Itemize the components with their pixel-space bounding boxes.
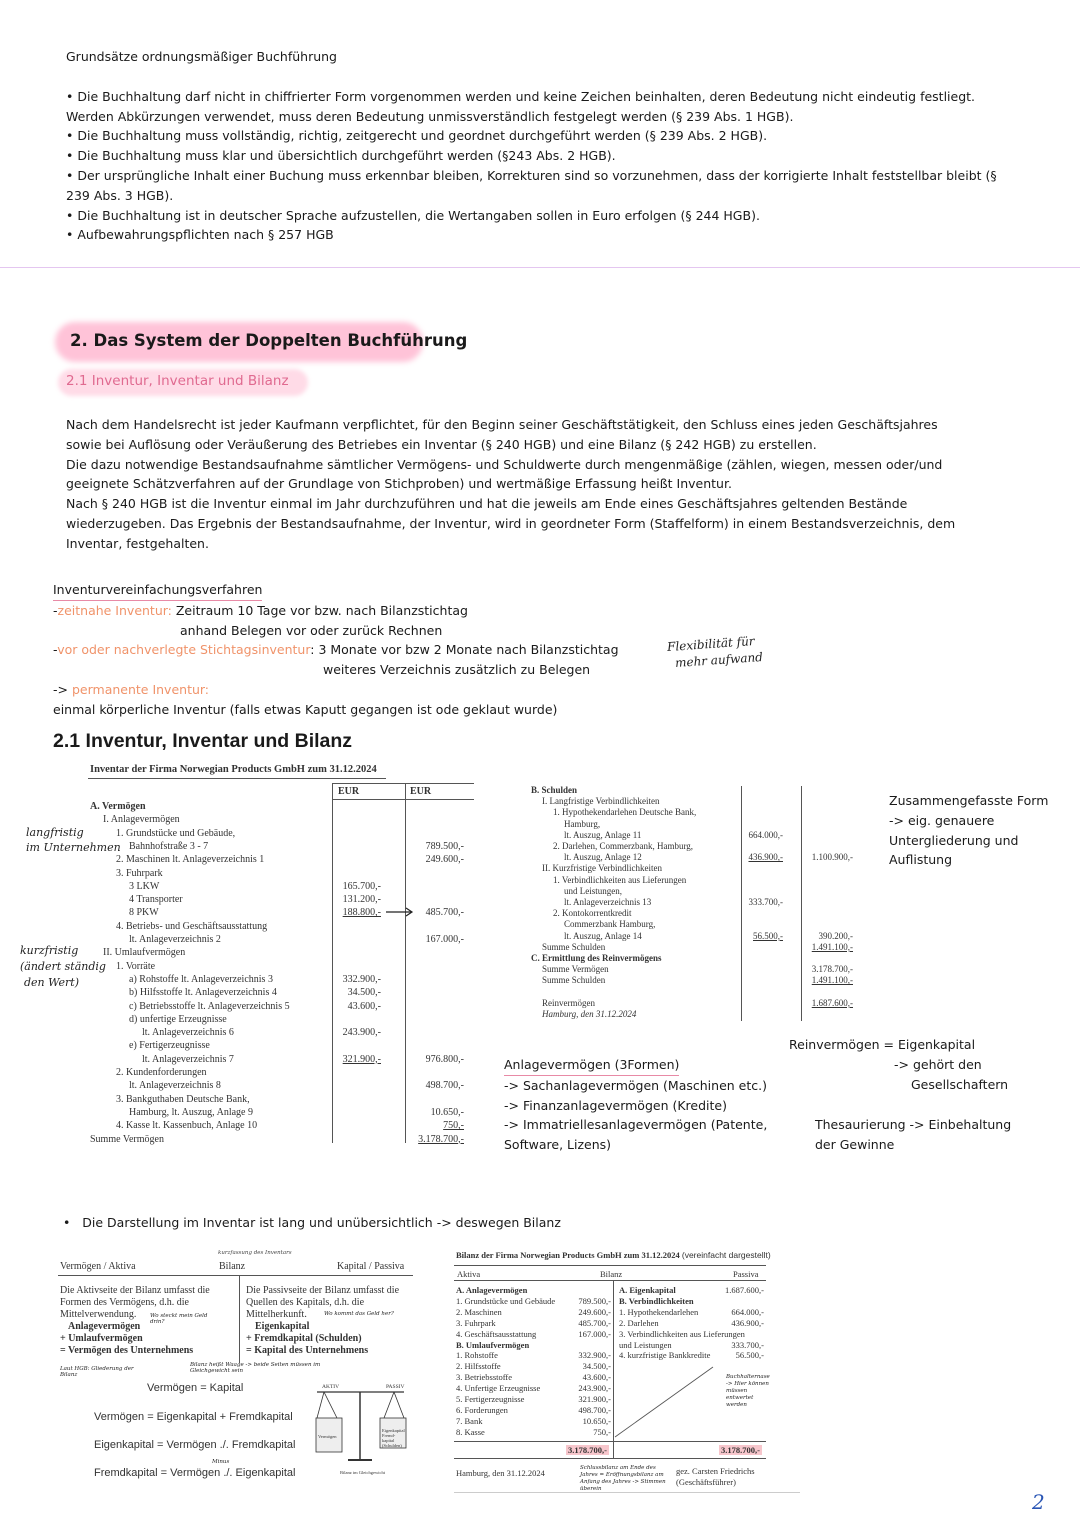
inventar-row-total: 976.800,- (425, 1053, 464, 1065)
schulden-row-label: 1. Hypothekendarlehen Deutsche Bank, (553, 807, 697, 818)
bilanz-aktiva-label: 8. Kasse (456, 1426, 485, 1437)
bilanz-aktiva-label: 4. Unfertige Erzeugnisse (456, 1383, 541, 1394)
inventar-row-label: lt. Anlageverzeichnis 2 (129, 934, 221, 945)
inventar-row-value: 43.600,- (347, 1000, 381, 1012)
inventar-row-label: Hamburg, lt. Auszug, Anlage 9 (129, 1106, 253, 1118)
gob-bullet: • Die Buchhaltung muss klar und übersichtlich durchgeführt werden (§243 Abs. 2 HGB). (66, 148, 616, 164)
inventar-row-label: c) Betriebsstoffe lt. Anlageverzeichnis 5 (129, 1000, 290, 1012)
arrow-icon (384, 905, 416, 919)
schulden-row-label: B. Schulden (531, 785, 578, 795)
inventar-row-label: a) Rohstoffe lt. Anlageverzeichnis 3 (129, 973, 273, 985)
bilanz-aktiva-label: 3. Betriebsstoffe (456, 1372, 513, 1383)
bilanz-aktiva-value: 43.600,- (582, 1372, 611, 1383)
bilanz-aktiva-label: 6. Forderungen (456, 1404, 508, 1415)
inventar-row-label: A. Vermögen (90, 801, 146, 812)
zusammengefasst-note: Zusammengefasste Form -> eig. genauere Untergliederung und Auflistung (889, 793, 1049, 868)
schulden-row-label: lt. Auszug, Anlage 14 (564, 930, 642, 941)
bilanz-aktiva-value: 332.900,- (578, 1350, 611, 1361)
inventar-row-total: 789.500,- (425, 840, 464, 852)
inventar-row-value: 131.200,- (342, 894, 381, 906)
hand-den-wert: den Wert) (24, 976, 80, 989)
schulden-row-label: 2. Darlehen, Commerzbank, Hamburg, (553, 841, 694, 851)
bilanz-aktiva-value: 789.500,- (578, 1295, 611, 1306)
gob-bullet: • Die Buchhaltung darf nicht in chiffrierter Form vorgenommen werden und keine Zeichen beinhalten, deren Bedeutung nicht eindeutig festliegt. (66, 88, 976, 104)
gob-bullet: • Aufbewahrungspflichten nach § 257 HGB (66, 227, 334, 243)
inventar-row-total: 750,- (443, 1120, 464, 1132)
bilanz-passiva-value: 436.900,- (731, 1317, 764, 1328)
inventar-row-label: e) Fertigerzeugnisse (129, 1040, 210, 1052)
bilanz-aktiva-value: 485.700,- (578, 1317, 611, 1328)
schulden-row-total: 1.100.900,- (811, 852, 853, 863)
schulden-row-label: Commerzbank Hamburg, (564, 919, 656, 930)
inventar-row-label: 4. Kasse lt. Kassenbuch, Anlage 10 (116, 1120, 258, 1132)
hand-note-flex: Flexibilität für (666, 633, 755, 655)
gob-bullet-cont: Werden Abkürzungen verwendet, muss deren Bedeutung unmissverständlich festgelegt werden (§ 239 Abs. 1 HGB). (66, 108, 794, 124)
schulden-row-label: lt. Anlageverzeichnis 13 (564, 897, 652, 907)
anlagevermoegen-note: Anlagevermögen (3Formen) -> Sachanlagevermögen (Maschinen etc.) -> Finanzanlagevermögen (Kredite) -> Immatriellesanlagevermögen (Patente, Software, Lizens) (504, 1057, 768, 1153)
bilanz-aktiva-label: 2. Hilfsstoffe (456, 1361, 501, 1372)
bilanz-aktiva-label: 5. Fertigerzeugnisse (456, 1394, 525, 1404)
vereinfachung-block: Inventurvereinfachungsverfahren -zeitnahe Inventur: Zeitraum 10 Tage vor bzw. nach Bilanzstichtag anhand Belegen vor oder zurück Rechnen -vor oder nachverlegte Stichtagsinventur: 3 Monate vor bzw 2 Monate nach Bilanzstichtag weiteres Verzeichnis zusätzlich zu Belegen -> permanente Inventur: einmal körperliche Inventur (falls etwas Kaputt gegangen ist ode geklaut wurde) (53, 582, 619, 717)
bilanz-passiva-label: B. Verbindlichkeiten (619, 1295, 694, 1306)
schulden-row-label: Summe Schulden (542, 975, 606, 986)
inventar-row-label: 8 PKW (129, 907, 159, 919)
inventur-paragraph: Nach dem Handelsrecht ist jeder Kaufmann verpflichtet, für den Beginn seiner Geschäftstätigkeit, den Schluss eines jeden Geschäftsjahres sowie bei Auflösung oder Veräußerung des Betriebes ein Inventar (§ 240 HGB) und eine Bilanz (§ 242 HGB) zu erstellen. Die dazu notwendige Bestandsaufnahme sämtlicher Vermögens- und Schuldwerte durch mengenmäßige (zählen, wiegen, messen oder/und geeignete Schätzverfahren auf der Grundlage von Stichproben) und wertmäßige Erfassung heißt Inventur. Nach § 240 HGB ist die Inventur einmal im Jahr durchzuführen und hat die jeweils am Ende eines Geschäftsjahres geltenden Bestände wiederzugeben. Das Ergebnis der Bestandsaufnahme, der Inventur, wird in geordneter Form (Staffelform) in einem Bestandsverzeichnis, dem Inventar, festgehalten. (66, 417, 956, 551)
inventar-row-label: 2. Kundenforderungen (116, 1067, 207, 1078)
inventar-row-label: 1. Grundstücke und Gebäude, (116, 827, 236, 839)
schulden-row-label: lt. Auszug, Anlage 11 (564, 829, 642, 840)
page-number: 2 (1032, 1490, 1045, 1514)
bilanz-aktiva-label: A. Anlagevermögen (456, 1285, 528, 1295)
schulden-row-value: 56.500,- (753, 930, 783, 941)
bilanz-aktiva-label: 3. Fuhrpark (456, 1317, 496, 1328)
bilanz-aktiva-label: B. Umlaufvermögen (456, 1339, 530, 1350)
gob-bullet: • Der ursprüngliche Inhalt einer Buchung muss erkennbar bleiben, Korrekturen sind so vorzunehmen, dass der korrigierte Inhalt feststellbar bleibt (§ (66, 167, 997, 183)
bilanz-aktiva-label: 1. Rohstoffe (456, 1350, 498, 1361)
inventar-row-label: b) Hilfsstoffe lt. Anlageverzeichnis 4 (129, 987, 277, 999)
inventar-row-label: lt. Anlageverzeichnis 8 (129, 1080, 221, 1092)
inventar-row-total: 498.700,- (425, 1080, 464, 1092)
inventar-row-value: 188.800,- (342, 907, 381, 919)
schulden-row-value: 436.900,- (748, 852, 783, 863)
bilanz-aktiva-value: 243.900,- (578, 1383, 611, 1394)
inventar-row-label: d) unfertige Erzeugnisse (129, 1013, 227, 1025)
hand-kurzfristig: kurzfristig (20, 944, 79, 957)
gob-bullet: • Die Buchhaltung ist in deutscher Sprache aufzustellen, die Wertangaben sollen in Euro erfolgen (§ 244 HGB). (66, 207, 760, 223)
inventar-title: Inventar der Firma Norwegian Products GmbH zum 31.12.2024 (90, 764, 377, 775)
bilanz-aktiva-value: 321.900,- (578, 1394, 611, 1404)
big-heading: 2.1 Inventur, Inventar und Bilanz (53, 730, 353, 752)
inventar-row-total: 167.000,- (425, 934, 464, 945)
inventar-row-label: 3 LKW (129, 880, 160, 892)
inventar-row-value: 332.900,- (342, 973, 381, 985)
inventar-row-total: 10.650,- (430, 1106, 464, 1118)
inventar-row-label: 3. Fuhrpark (116, 867, 163, 879)
bilanz-aktiva-value: 167.000,- (578, 1328, 611, 1339)
section-heading: 2. Das System der Doppelten Buchführung (70, 331, 468, 350)
schulden-row-label: 2. Kontokorrentkredit (553, 908, 632, 919)
bilanz-passiva-value: 664.000,- (731, 1306, 764, 1317)
schulden-row-label: Hamburg, den 31.12.2024 (542, 1009, 637, 1019)
gob-title: Grundsätze ordnungsmäßiger Buchführung (66, 49, 337, 64)
vereinfachung-title: Inventurvereinfachungsverfahren (53, 580, 262, 601)
page-divider (0, 267, 1080, 268)
bilanz-aktiva-value: 34.500,- (582, 1361, 611, 1372)
bilanz-passiva-label: A. Eigenkapital (619, 1285, 676, 1295)
section-subheading: 2.1 Inventur, Inventar und Bilanz (66, 373, 289, 389)
schulden-row-total: 1.687.600,- (811, 997, 853, 1008)
inventar-row-value: 243.900,- (342, 1027, 381, 1039)
bilanz-passiva-label: 4. kurzfristige Bankkredite (619, 1350, 711, 1361)
schulden-row-label: Summe Vermögen (542, 964, 609, 975)
schulden-row-label: lt. Auszug, Anlage 12 (564, 852, 642, 863)
inventar-row-value: 321.900,- (342, 1053, 381, 1065)
inventar-row-label: II. Umlaufvermögen (103, 947, 186, 959)
reinvermoegen-note: Reinvermögen = Eigenkapital -> gehört den Gesellschaftern (789, 1037, 1009, 1092)
bilanz-aktiva-value: 249.600,- (578, 1306, 611, 1317)
schulden-row-label: und Leistungen, (564, 885, 622, 896)
schulden-row-label: C. Ermittlung des Reinvermögens (531, 953, 662, 963)
bilanz-aktiva-label: 4. Geschäftsausstattung (456, 1328, 537, 1339)
hand-im-unternehmen: im Unternehmen (26, 841, 121, 854)
gob-section (66, 47, 997, 245)
scale-icon (312, 1388, 412, 1466)
bilanz-passiva-label: 3. Verbindlichkeiten aus Lieferungen (619, 1328, 745, 1339)
inventar-row-label: 3. Bankguthaben Deutsche Bank, (116, 1093, 250, 1105)
inventar-row-label: lt. Anlageverzeichnis 7 (142, 1053, 234, 1065)
schulden-row-total: 1.491.100,- (811, 941, 853, 952)
gob-bullet-cont: 239 Abs. 3 HGB). (66, 187, 174, 203)
bilanz-aktiva-label: 1. Grundstücke und Gebäude (456, 1295, 556, 1306)
inventar-row-value: 34.500,- (347, 987, 381, 999)
bilanz-bullet: • Die Darstellung im Inventar ist lang und unübersichtlich -> deswegen Bilanz (63, 1215, 561, 1230)
schulden-row-value: 333.700,- (748, 897, 783, 907)
inventar-row-label: 1. Vorräte (116, 960, 156, 972)
schulden-row-label: Hamburg, (564, 818, 601, 829)
inventar-row-label: I. Anlagevermögen (103, 814, 180, 826)
inventar-row-total: 485.700,- (425, 907, 464, 919)
total-right: 3.178.700,- (721, 1445, 760, 1455)
bilanz-passiva-label: und Leistungen (619, 1339, 672, 1350)
hand-aendert: (ändert ständig (20, 960, 106, 973)
inventar-row-total: 3.178.700,- (418, 1133, 464, 1145)
inventar-row-label: 4. Betriebs- und Geschäftsausstattung (116, 920, 268, 932)
schulden-row-label: Reinvermögen (542, 997, 595, 1008)
bilanz-aktiva-label: 7. Bank (456, 1415, 483, 1426)
inventar-row-value: 165.700,- (342, 880, 381, 892)
bilanz-passiva-label: 2. Darlehen (619, 1317, 659, 1328)
bilanz-aktiva-label: 2. Maschinen (456, 1306, 502, 1317)
schulden-row-label: II. Kurzfristige Verbindlichkeiten (542, 863, 663, 874)
inventar-row-label: Summe Vermögen (90, 1133, 164, 1145)
inventar-row-label: lt. Anlageverzeichnis 6 (142, 1027, 234, 1039)
bilanz-aktiva-value: 10.650,- (582, 1415, 611, 1426)
inventar-row-label: 4 Transporter (129, 894, 183, 906)
gob-bullet: • Die Buchhaltung muss vollständig, richtig, zeitgerecht und geordnet durchgeführt werden (§ 239 Abs. 2 HGB). (66, 128, 768, 144)
bilanz-passiva-value: 1.687.600,- (725, 1285, 764, 1295)
bilanz-passiva-value: 333.700,- (731, 1339, 764, 1350)
schulden-row-label: Summe Schulden (542, 941, 606, 952)
bilanz-passiva-label: 1. Hypothekendarlehen (619, 1306, 699, 1317)
schulden-row-label: I. Langfristige Verbindlichkeiten (542, 796, 660, 807)
bilanz-passiva-value: 56.500,- (735, 1350, 764, 1361)
hand-note-aufwand: mehr aufwand (674, 649, 764, 671)
inventar-row-label: Bahnhofstraße 3 - 7 (129, 840, 209, 852)
hand-langfristig: langfristig (26, 826, 84, 839)
schulden-row-total: 390.200,- (818, 930, 853, 941)
thesaurierung-note: Thesaurierung -> Einbehaltung der Gewinne (815, 1117, 1012, 1152)
schulden-row-total: 1.491.100,- (811, 975, 853, 986)
bilanz-aktiva-value: 750,- (593, 1426, 611, 1437)
schulden-row-label: 1. Verbindlichkeiten aus Lieferungen (553, 874, 687, 885)
schulden-row-value: 664.000,- (748, 829, 783, 840)
inventar-row-total: 249.600,- (425, 854, 464, 866)
inventar-row-label: 2. Maschinen lt. Anlageverzeichnis 1 (116, 854, 265, 866)
total-left: 3.178.700,- (568, 1445, 607, 1455)
bilanz-aktiva-value: 498.700,- (578, 1404, 611, 1415)
schulden-row-total: 3.178.700,- (811, 964, 853, 975)
